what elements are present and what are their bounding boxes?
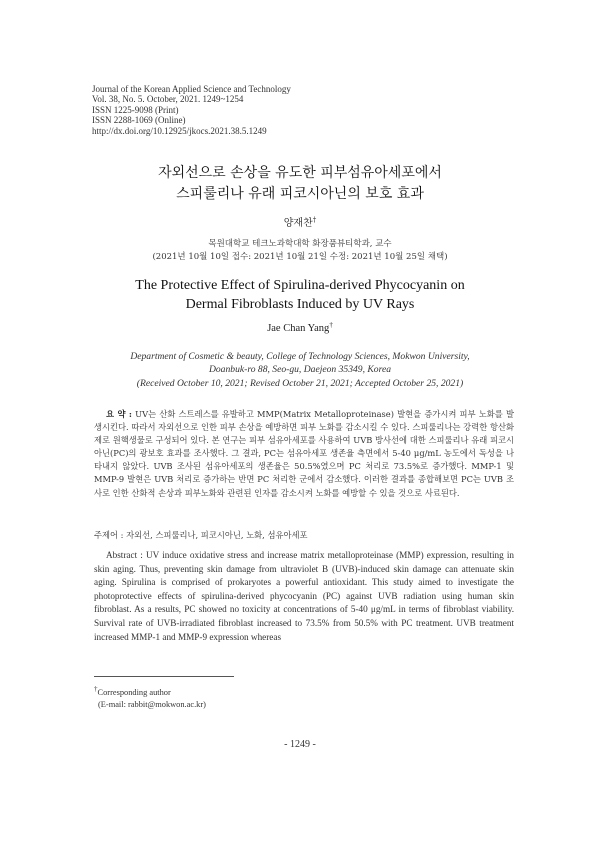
english-title-line1: The Protective Effect of Spirulina-derived Phycocyanin on [135, 278, 465, 293]
korean-abstract-text: UV는 산화 스트레스를 유발하고 MMP(Matrix Metalloproteinase) 발현을 증가시켜 피부 노화를 발생시킨다. 따라서 자외선으로 인한 피부 손상을 예방하면 피부 노화를 감소시킬 수 있다. 스피룰리나는 강력한 항산화제로 원핵생물로 구성되어 있다. 본 연구는 피부 섬유아세포를 사용하여 UVB 방사선에 대한 스피룰리나 유래 피코시아닌(PC)의 광보호 효과를 조사했다. 그 결과, PC는 섬유아세포 생존율 측면에서 5-40 μg/mL 농도에서 독성을 나타내지 않았다. UVB 조사된 섬유아세포의 생존율은 50.5%였으며 PC 처리로 73.5%로 증가했다. MMP-1 및 MMP-9 발현은 UVB 처리로 증가하는 반면 PC 처리한 군에서 감소했다. 이러한 결과를 종합해보면 PC는 UVB 조사로 인한 산화적 손상과 피부노화와 관련된 인자를 감소시켜 노화를 예방할 수 있을 것으로 사료된다. [94, 409, 515, 498]
english-affiliation-line1: Department of Cosmetic & beauty, College of Technology Sciences, Mokwon University, [130, 351, 470, 362]
korean-author [0, 214, 600, 229]
korean-keywords-label: 주제어 : [94, 530, 124, 540]
korean-affiliation-block [0, 238, 600, 264]
footnote-email: (E-mail: rabbit@mokwon.ac.kr) [98, 700, 206, 709]
korean-title-line1: 자외선으로 손상을 유도한 피부섬유아세포에서 [158, 165, 442, 181]
english-title [0, 276, 600, 314]
footnote [94, 683, 394, 711]
korean-affiliation: 목원대학교 테크노과학대학 화장품뷰티학과, 교수 [208, 239, 392, 249]
english-title-line2: Dermal Fibroblasts Induced by UV Rays [185, 297, 415, 312]
footnote-divider [94, 676, 234, 677]
journal-volume: Vol. 38, No. 5. October, 2021. 1249~1254 [92, 94, 244, 105]
english-affiliation-line2: Doanbuk-ro 88, Seo-gu, Daejeon 35349, Korea [208, 364, 392, 376]
english-abstract-label: Abstract : [106, 550, 143, 560]
english-abstract-text: UV induce oxidative stress and increase matrix metalloproteinase (MMP) expression, resulting in skin aging. Thus, preventing skin damage from ultraviolet B (UVB)-induced skin damage can attenuate skin aging. Spirulina is comprised of prokaryotes a powerful antioxidant. This study aimed to investigate the photoprotective effects of spirulina-derived phycocyanin (PC) against UVB radiation using human skin fibroblast. As a results, PC showed no toxicity at concentrations of 5-40 μg/mL in terms of fibroblast viability. Survival rate of UVB-irradiated fibroblast increased to 73.5% from 50.5% with PC treatment. UVB treatment increased MMP-1 and MMP-9 expression whereas [94, 550, 514, 642]
korean-author-name: 양재찬 [283, 218, 313, 229]
footnote-corresponding: Corresponding author [97, 688, 171, 697]
korean-abstract-label: 요 약 : [106, 409, 132, 419]
english-author-mark: † [329, 321, 333, 329]
korean-dates: (2021년 10월 10일 접수: 2021년 10월 21일 수정: 2021년 10월 25일 채택) [152, 252, 448, 262]
english-abstract [94, 549, 514, 644]
journal-info [92, 84, 392, 136]
korean-title-line2: 스피룰리나 유래 피코시아닌의 보호 효과 [176, 186, 424, 202]
korean-keywords [94, 529, 514, 541]
english-author [0, 321, 600, 334]
journal-doi-link[interactable]: http://dx.doi.org/10.12925/jkocs.2021.38.5.1249 [92, 125, 267, 136]
footnote-mark: † [94, 685, 98, 693]
journal-name: Journal of the Korean Applied Science and Technology [92, 84, 291, 94]
korean-author-mark: † [312, 216, 317, 224]
english-dates: (Received October 10, 2021; Revised October 21, 2021; Accepted October 25, 2021) [136, 377, 464, 389]
korean-keywords-text: 자외선, 스피룰리나, 피코시아닌, 노화, 섬유아세포 [126, 530, 308, 540]
english-author-name: Jae Chan Yang [267, 323, 330, 334]
journal-issn-print: ISSN 1225-9098 (Print) [92, 104, 179, 115]
journal-issn-online: ISSN 2288-1069 (Online) [92, 115, 186, 126]
page-number: - 1249 - [284, 739, 316, 750]
korean-title [0, 163, 600, 205]
english-affiliation-block [0, 350, 600, 390]
korean-abstract [94, 408, 514, 500]
